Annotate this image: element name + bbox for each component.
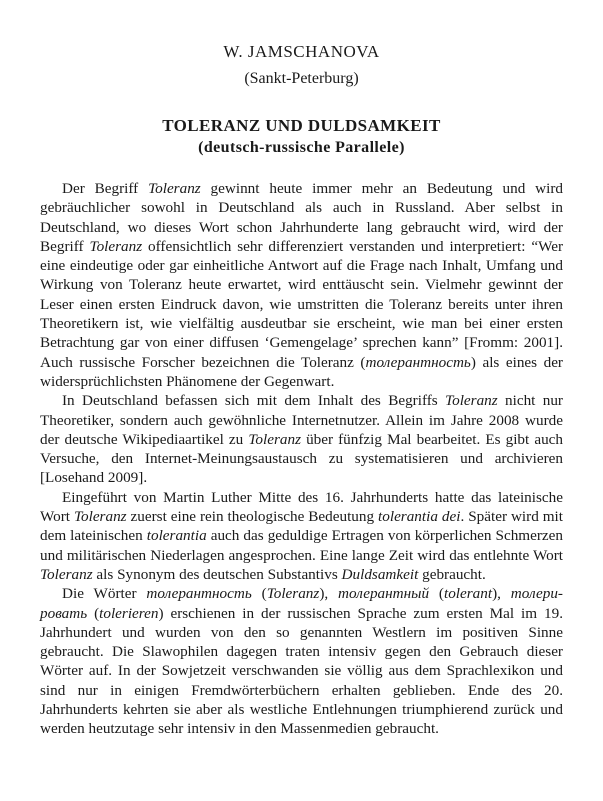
article-body bbox=[40, 179, 563, 739]
emphasized-term: толерировать bbox=[40, 585, 563, 622]
text-run: . Später wird mit dem lateinischen bbox=[40, 508, 563, 545]
article-page bbox=[40, 40, 563, 739]
text-run: Der Begriff bbox=[62, 180, 149, 197]
emphasized-term: Toleranz bbox=[248, 430, 301, 448]
body-paragraph-3 bbox=[40, 488, 563, 584]
text-run: offensichtlich sehr differenziert verstanden und interpretiert: “Wer eine eindeutige oder gar einheitliche Antwort auf die Frage nach Inhalt, Umfang und Wirkung von Toleranz heute erwartet, wird enttäuscht sein. Vielmehr gewinnt der Leser einen ersten Eindruck davon, wie umstritten die Toleranz bereits unter ihren Theoretikern ist, wie vielfältig ausdeutbar sie erscheint, wie man bei einer ersten Betrachtung gar von einer diffusen ‘Gemengelage’ sprechen kann” [Fromm: 2001]. Auch russische Forscher bezeichnen die Toleranz ( bbox=[40, 237, 563, 371]
emphasized-term: Toleranz bbox=[266, 585, 320, 603]
text-run: ) erschienen in der russischen Sprache zum ersten Mal im 19. Jahrhundert und wurden von den so genannten Westlern im positiven Sinne gebraucht. Die Slawophilen dagegen traten intensiv gegen den Gebrauch dieser Wörter auf. In der Sowjetzeit verschwanden sie völlig aus dem Sprachlexikon und sind nur in einigen Fremdwörterbüchern erhalten geblieben. Ende des 20. Jahrhunderts kehrten sie aber als westliche Entlehnungen triumphierend zurück und werden heutzutage sehr intensiv in den Massenmedien gebraucht. bbox=[40, 604, 563, 738]
author-affiliation: (Sankt-Peterburg) bbox=[244, 70, 359, 87]
emphasized-term: tolerieren bbox=[99, 604, 159, 622]
text-run: ( bbox=[87, 604, 100, 622]
text-run: Die Wörter bbox=[62, 585, 147, 603]
text-run: In Deutschland befassen sich mit dem Inhalt des Begriffs bbox=[62, 392, 446, 410]
text-run: ), bbox=[492, 585, 511, 603]
emphasized-term: tolerantia bbox=[146, 527, 207, 545]
body-paragraph-1 bbox=[40, 179, 563, 391]
text-run: nicht nur Theoretiker, sondern auch gewöhnliche Internetnutzer. Allein im Jahre 2008 wurde der deutsche Wikipediaartikel zu bbox=[40, 392, 563, 448]
text-run: ) als eines der widersprüchlichsten Phänomene der Gegenwart. bbox=[40, 353, 563, 390]
emphasized-term: tolerant bbox=[443, 585, 493, 603]
text-run: als Synonym des deutschen Substantivs bbox=[92, 565, 342, 583]
body-paragraph-4 bbox=[40, 584, 563, 738]
text-run: ( bbox=[251, 585, 267, 603]
text-run: über fünfzig Mal bearbeitet. Es gibt auch Versuche, den Internet-Meinungsaustausch zu systematisieren und archivieren [Losehand 2009]. bbox=[40, 430, 563, 487]
emphasized-term: Toleranz bbox=[148, 180, 201, 197]
author-name: W. JAMSCHANOVA bbox=[223, 42, 380, 61]
text-run: auch das geduldige Ertragen von körperlichen Schmerzen und militärischen Niederlagen angesprochen. Eine lange Zeit wird das entlehnte Wort bbox=[40, 527, 563, 564]
body-paragraph-2 bbox=[40, 391, 563, 487]
emphasized-term: Toleranz bbox=[40, 565, 93, 583]
text-run: Eingeführt von Martin Luther Mitte des 16. Jahrhunderts hatte das lateinische Wort bbox=[40, 488, 563, 526]
emphasized-term: Toleranz bbox=[445, 392, 498, 410]
text-run: zuerst eine rein theologische Bedeutung bbox=[126, 508, 379, 526]
text-run: ), bbox=[319, 585, 339, 603]
emphasized-term: Toleranz bbox=[89, 237, 143, 255]
article-subtitle: (deutsch-russische Parallele) bbox=[198, 139, 405, 156]
emphasized-term: толерантный bbox=[338, 585, 430, 603]
emphasized-term: Duldsamkeit bbox=[341, 565, 419, 583]
emphasized-term: толерантность bbox=[365, 353, 471, 371]
text-run: ( bbox=[429, 585, 444, 603]
text-run: gewinnt heute immer mehr an Bedeutung und wird gebräuchlicher sowohl in Deutschland als auch in Russland. Aber selbst in Deutschland, wo dieses Wort schon Jahrhunderte lang gebraucht wird, wird der Begriff bbox=[40, 180, 563, 255]
emphasized-term: tolerantia dei bbox=[378, 508, 461, 526]
emphasized-term: толерантность bbox=[146, 585, 252, 603]
text-run: gebraucht. bbox=[418, 565, 486, 583]
emphasized-term: Toleranz bbox=[73, 508, 127, 526]
article-title: TOLERANZ UND DULDSAMKEIT bbox=[162, 116, 441, 135]
